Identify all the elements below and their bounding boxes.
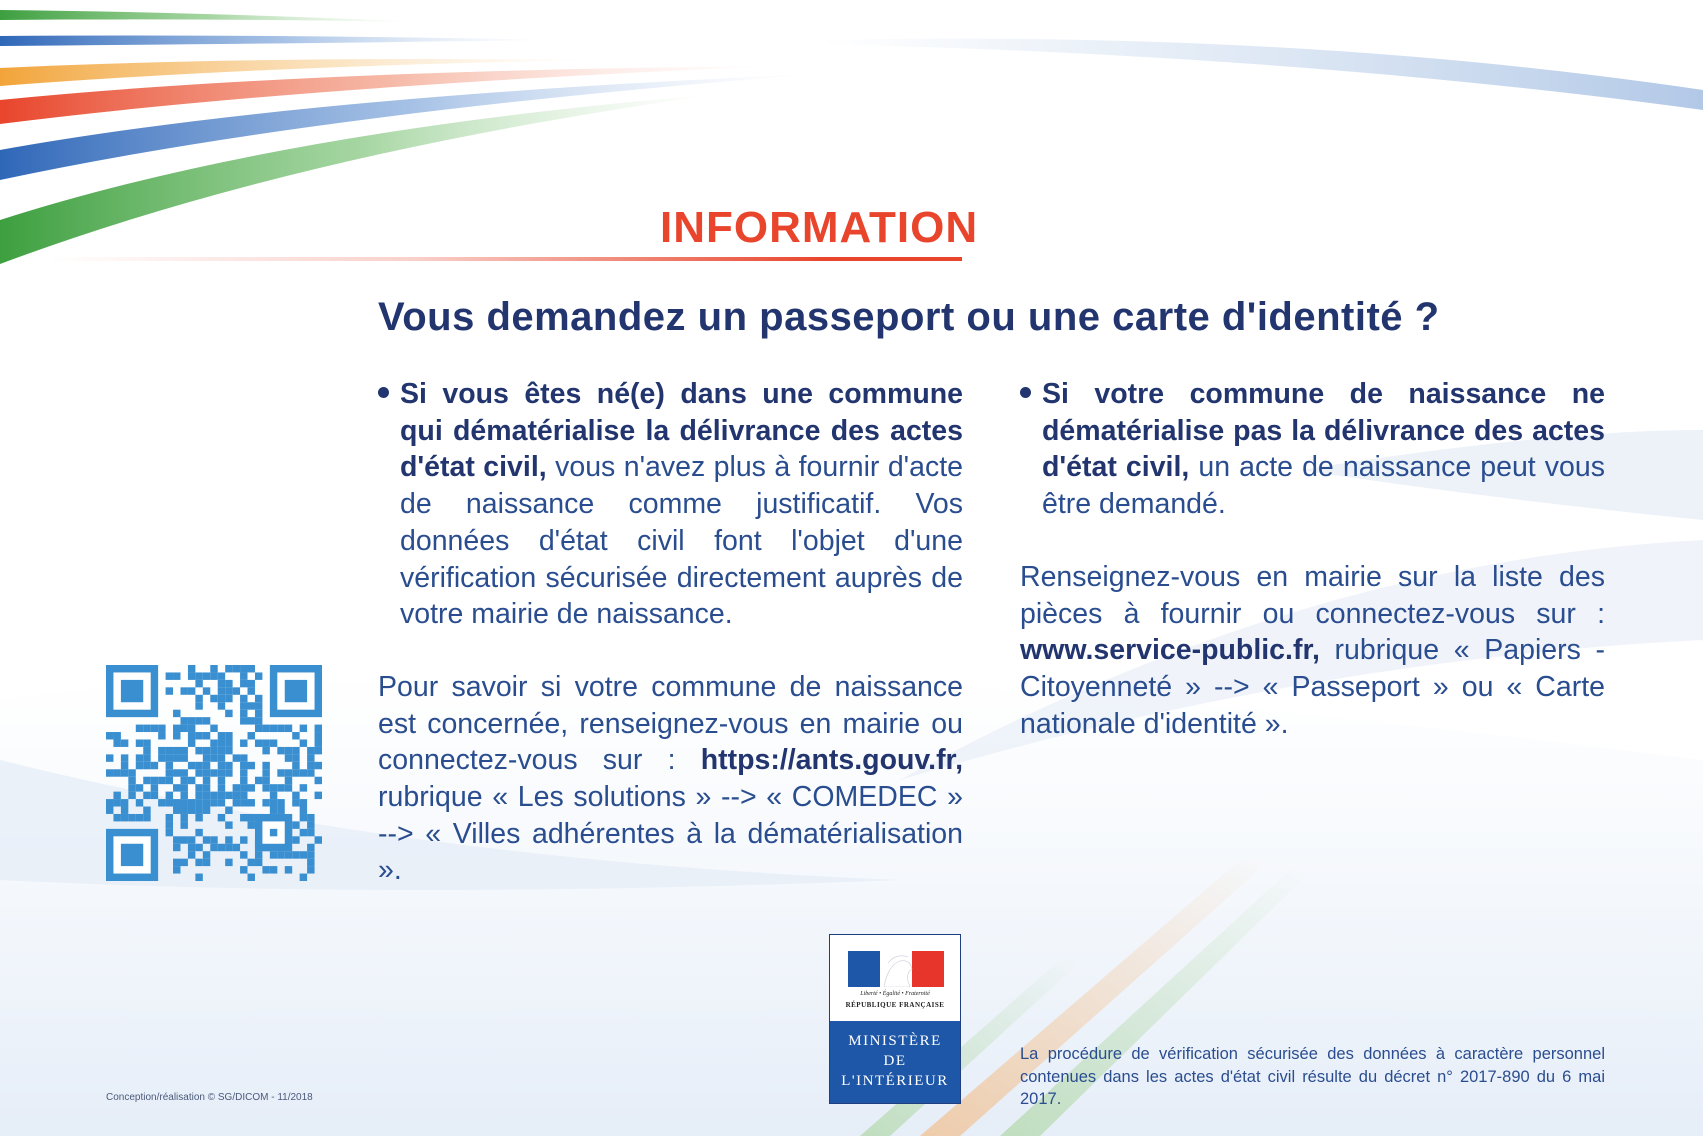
information-underline [50,257,962,261]
right-paragraph [1020,559,1605,743]
right-bullet-text: un acte de naissance peut vous être demandé. [1042,451,1605,521]
right-bullet [1020,376,1605,523]
bullet-dot-icon [1020,387,1031,398]
ants-link[interactable]: https://ants.gouv.fr, [700,744,963,777]
ministry-logo [829,934,961,1104]
left-bullet [378,376,963,633]
bullet-dot-icon [378,387,389,398]
decree-note: La procédure de vérification sécurisée des données à caractère personnel contenues dans les actes d'état civil résulte du décret n° 2017-890 du 6 mai 2017. [1020,1045,1605,1108]
right-bullet-bold: Si votre commune de naissance ne dématérialise pas la délivrance des actes d'état civil, [1042,378,1605,484]
service-public-link[interactable]: www.service-public.fr, [1020,634,1320,667]
design-credit: Conception/réalisation © SG/DICOM - 11/2018 [106,1092,313,1103]
logo-ministry-band [830,1021,960,1103]
left-paragraph-text: Pour savoir si votre commune de naissance est concernée, renseignez-vous en mairie ou connectez-vous sur : [378,670,963,777]
page-title: Vous demandez un passeport ou une carte d'identité ? [378,295,1440,339]
right-column [1020,376,1605,742]
right-paragraph-text: Renseignez-vous en mairie sur la liste des pièces à fournir ou connectez-vous sur : [1020,560,1605,630]
logo-motto: Liberté • Égalité • Fraternité [860,991,930,997]
marianne-flag-icon [848,951,944,987]
logo-line-3: L'INTÉRIEUR [841,1073,949,1089]
left-paragraph [378,669,963,889]
right-paragraph-after: rubrique « Papiers - Citoyenneté » --> « Passeport » ou « Carte nationale d'identité ». [1020,634,1605,740]
left-bullet-text: vous n'avez plus à fournir d'acte de naissance comme justificatif. Vos données d'état civil font l'objet d'une vérification sécurisée directement auprès de votre mairie de naissance. [400,451,963,631]
left-paragraph-after: rubrique « Les solutions » --> « COMEDEC » --> « Villes adhérentes à la dématérialisation ». [378,781,963,887]
left-bullet-bold: Si vous êtes né(e) dans une commune qui dématérialise la délivrance des actes d'état civil, [400,378,963,484]
qr-code-icon [106,665,322,881]
logo-line-2: DE [883,1053,907,1069]
logo-republic: RÉPUBLIQUE FRANÇAISE [845,1001,945,1009]
logo-line-1: MINISTÈRE [848,1033,942,1049]
left-column [378,376,963,889]
information-label: INFORMATION [660,203,979,252]
